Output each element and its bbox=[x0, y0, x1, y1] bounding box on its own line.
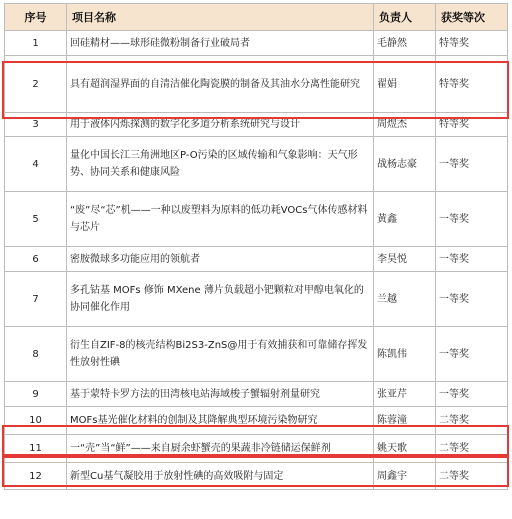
header-name: 项目名称 bbox=[67, 4, 374, 31]
table-row bbox=[5, 463, 508, 490]
row-lead: 战杨志豪 bbox=[374, 137, 436, 192]
table-row bbox=[5, 113, 508, 137]
row-num: 10 bbox=[5, 407, 67, 435]
row-award: 特等奖 bbox=[436, 113, 508, 137]
row-name: 衍生自ZIF-8的核壳结构Bi2S3-ZnS@用于有效捕获和可靠储存挥发性放射性碘 bbox=[67, 327, 374, 382]
table-row bbox=[5, 272, 508, 327]
award-table bbox=[4, 3, 508, 490]
row-num: 4 bbox=[5, 137, 67, 192]
row-lead: 翟娟 bbox=[374, 56, 436, 113]
row-lead: 周鑫宇 bbox=[374, 463, 436, 490]
table-row bbox=[5, 137, 508, 192]
row-name: 基于蒙特卡罗方法的田湾核电站海域梭子蟹辐射剂量研究 bbox=[67, 382, 374, 407]
row-lead: 陈凯伟 bbox=[374, 327, 436, 382]
row-num: 7 bbox=[5, 272, 67, 327]
row-name: 密胺微球多功能应用的领航者 bbox=[67, 247, 374, 272]
table-row bbox=[5, 407, 508, 435]
row-name: 具有超润湿界面的自清洁催化陶瓷膜的制备及其油水分离性能研究 bbox=[67, 56, 374, 113]
row-award: 一等奖 bbox=[436, 272, 508, 327]
row-award: 一等奖 bbox=[436, 327, 508, 382]
header-row bbox=[5, 4, 508, 31]
row-lead: 毛静然 bbox=[374, 31, 436, 56]
row-award: 特等奖 bbox=[436, 56, 508, 113]
table-row bbox=[5, 382, 508, 407]
row-award: 一等奖 bbox=[436, 192, 508, 247]
row-award: 一等奖 bbox=[436, 247, 508, 272]
row-num: 5 bbox=[5, 192, 67, 247]
table-row bbox=[5, 192, 508, 247]
table-row bbox=[5, 247, 508, 272]
table-row bbox=[5, 31, 508, 56]
row-name: 用于液体闪烁探测的数字化多道分析系统研究与设计 bbox=[67, 113, 374, 137]
row-name: 一“壳”当“鲜”——来自厨余虾蟹壳的果蔬非冷链储运保鲜剂 bbox=[67, 435, 374, 463]
row-num: 9 bbox=[5, 382, 67, 407]
header-award: 获奖等次 bbox=[436, 4, 508, 31]
row-name: 量化中国长江三角洲地区P-O污染的区域传输和气象影响：天气形势、协同关系和健康风险 bbox=[67, 137, 374, 192]
row-name: 多孔钴基 MOFs 修饰 MXene 薄片负载超小钯颗粒对甲醇电氧化的协同催化作用 bbox=[67, 272, 374, 327]
header-num: 序号 bbox=[5, 4, 67, 31]
row-num: 12 bbox=[5, 463, 67, 490]
row-lead: 姚天歌 bbox=[374, 435, 436, 463]
row-award: 二等奖 bbox=[436, 463, 508, 490]
table-row bbox=[5, 327, 508, 382]
row-lead: 李昊悦 bbox=[374, 247, 436, 272]
row-num: 2 bbox=[5, 56, 67, 113]
row-lead: 张亚芹 bbox=[374, 382, 436, 407]
row-lead: 周煜杰 bbox=[374, 113, 436, 137]
row-award: 一等奖 bbox=[436, 382, 508, 407]
table-row bbox=[5, 435, 508, 463]
row-num: 6 bbox=[5, 247, 67, 272]
row-award: 二等奖 bbox=[436, 407, 508, 435]
row-award: 二等奖 bbox=[436, 435, 508, 463]
table-row bbox=[5, 56, 508, 113]
row-lead: 兰越 bbox=[374, 272, 436, 327]
row-lead: 黄鑫 bbox=[374, 192, 436, 247]
row-award: 一等奖 bbox=[436, 137, 508, 192]
row-name: “废”尽“芯”机——一种以废塑料为原料的低功耗VOCs气体传感材料与芯片 bbox=[67, 192, 374, 247]
row-num: 8 bbox=[5, 327, 67, 382]
row-num: 11 bbox=[5, 435, 67, 463]
row-num: 1 bbox=[5, 31, 67, 56]
row-name: 新型Cu基气凝胶用于放射性碘的高效吸附与固定 bbox=[67, 463, 374, 490]
row-name: 回硅精材——球形硅微粉制备行业破局者 bbox=[67, 31, 374, 56]
row-num: 3 bbox=[5, 113, 67, 137]
row-lead: 陈蓉潼 bbox=[374, 407, 436, 435]
row-award: 特等奖 bbox=[436, 31, 508, 56]
header-lead: 负责人 bbox=[374, 4, 436, 31]
row-name: MOFs基光催化材料的创制及其降解典型环境污染物研究 bbox=[67, 407, 374, 435]
